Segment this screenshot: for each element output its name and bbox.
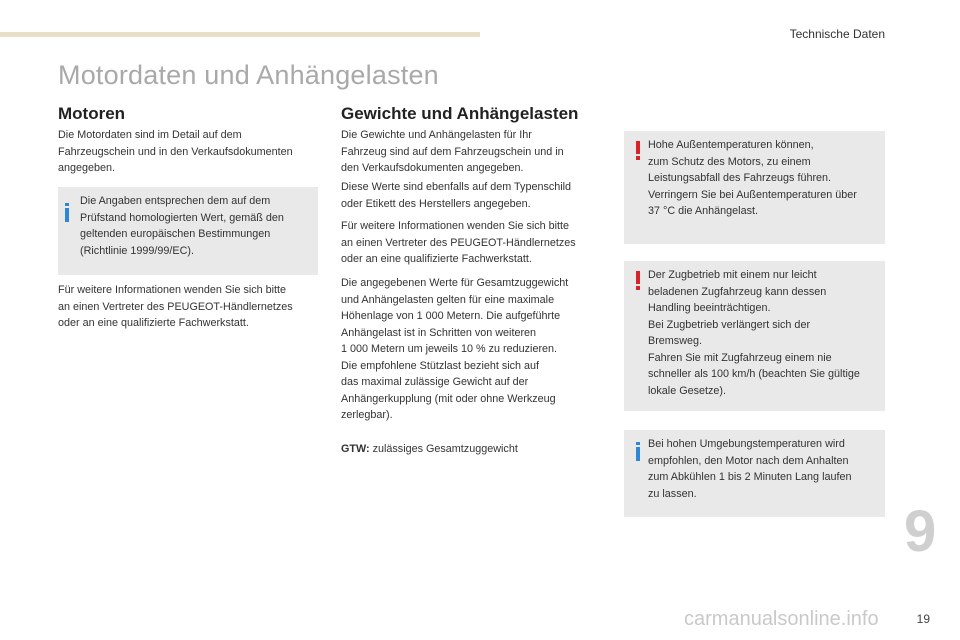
- warning-box-towing-text: Der Zugbetrieb mit einem nur leicht beladenen Zugfahrzeug kann dessen Handling beeinträchtigen. Bei Zugbetrieb verlängert sich der Bremsweg. Fahren Sie mit Zugfahrzeug einem nie schneller als 100 km/h (beachten Sie gültige lokale Gesetze).: [648, 269, 860, 397]
- gtw-text: zulässiges Gesamtzuggewicht: [369, 443, 518, 455]
- info-box-cooling: [624, 430, 885, 517]
- warning-box-temperature: [624, 131, 885, 244]
- section-label: Technische Daten: [789, 27, 885, 41]
- gewichte-p3: Für weitere Informationen wenden Sie sich bitte an einen Vertreter des PEUGEOT-Händlernetzes oder an eine qualifizierte Fachwerkstatt.: [341, 220, 576, 265]
- info-box-cooling-text: Bei hohen Umgebungstemperaturen wird empfohlen, den Motor nach dem Anhalten zum Abkühlen 1 bis 2 Minuten Lang laufen zu lassen.: [648, 438, 852, 500]
- gewichte-p2: Diese Werte sind ebenfalls auf dem Typenschild oder Etikett des Herstellers angegeben.: [341, 181, 572, 210]
- gtw-definition: [341, 441, 616, 458]
- warning-box-temperature-text: Hohe Außentemperaturen können, zum Schutz des Motors, zu einem Leistungsabfall des Fahrzeugs führen. Verringern Sie bei Außentemperaturen über 37 °C die Anhängelast.: [648, 139, 857, 217]
- motoren-intro: Die Motordaten sind im Detail auf dem Fahrzeugschein und in den Verkaufsdokumenten angegeben.: [58, 129, 293, 174]
- page-number: 19: [916, 612, 930, 626]
- info-box-motoren: [58, 187, 318, 275]
- gewichte-p1: Die Gewichte und Anhängelasten für Ihr Fahrzeug sind auf dem Fahrzeugschein und in den Verkaufsdokumenten angegeben.: [341, 129, 564, 174]
- heading-gewichte: Gewichte und Anhängelasten: [341, 104, 579, 123]
- gewichte-p4: Die angegebenen Werte für Gesamtzuggewicht und Anhängelasten gelten für eine maximale Höhenlage von 1 000 Metern. Die aufgeführte Anhängelast ist in Schritten von weiteren 1 000 Metern um jeweils 10 % zu reduzieren. Die empfohlene Stützlast bezieht sich auf das maximal zulässige Gewicht auf der Anhängerkupplung (mit oder ohne Werkzeug zerlegbar).: [341, 277, 569, 421]
- gtw-key: GTW:: [341, 443, 370, 455]
- header-accent-bar: [0, 32, 480, 37]
- chapter-number: 9: [904, 499, 937, 564]
- watermark: carmanualsonline.info: [684, 608, 879, 630]
- warning-box-towing: [624, 261, 885, 411]
- info-box-motoren-text: Die Angaben entsprechen dem auf dem Prüfstand homologierten Wert, gemäß den geltenden europäischen Bestimmungen (Richtlinie 1999/99/EC).: [80, 195, 284, 257]
- page-title: Motordaten und Anhängelasten: [58, 60, 439, 90]
- motoren-outro: Für weitere Informationen wenden Sie sich bitte an einen Vertreter des PEUGEOT-Händlernetzes oder an eine qualifizierte Fachwerkstatt.: [58, 284, 293, 329]
- heading-motoren: Motoren: [58, 104, 126, 123]
